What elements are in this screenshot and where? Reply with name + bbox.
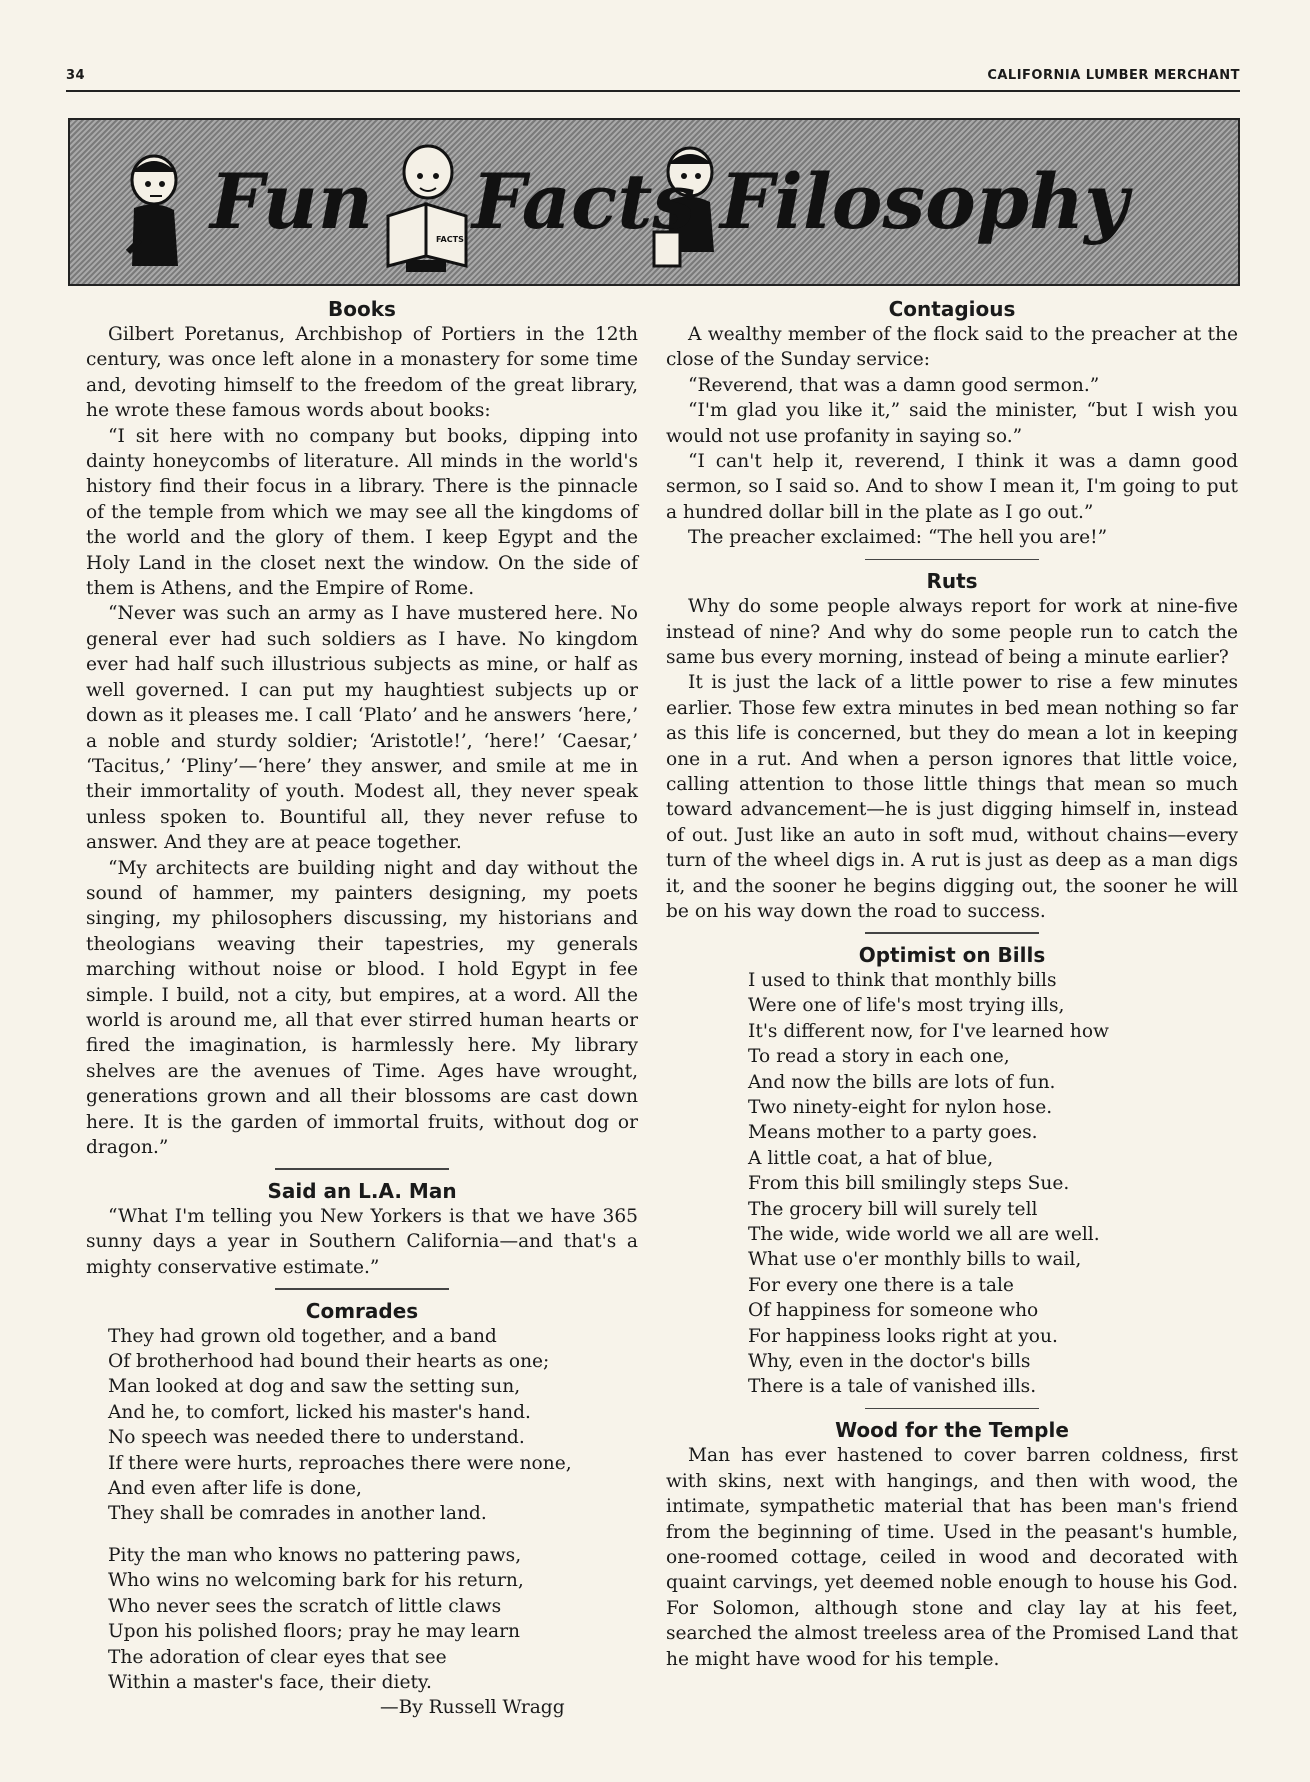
poem-line: Of happiness for someone who xyxy=(748,1300,1039,1322)
page-header xyxy=(66,66,1240,88)
poem-line: There is a tale of vanished ills. xyxy=(748,1376,1037,1398)
wood-title: Wood for the Temple xyxy=(835,1418,1069,1443)
thinking-man-icon xyxy=(128,156,178,266)
poem-line: For every one there is a tale xyxy=(748,1274,1014,1296)
page-number: 34 xyxy=(66,68,86,83)
poem-line: Of brotherhood had bound their hearts as one; xyxy=(108,1351,550,1373)
contagious-title: Contagious xyxy=(888,297,1016,321)
poem-line: The grocery bill will surely tell xyxy=(748,1198,1038,1220)
optimist-poem xyxy=(666,968,1238,1400)
poem-line: Pity the man who knows no pattering paws, xyxy=(108,1544,522,1566)
wood-paragraph: Man has ever hastened to cover barren coldness, first with skins, next with hangings, and then with wood, the intimate, sympathetic material that has been man's friend from the beginning of time. Used in the peasant's humble, one-roomed cottage, ceiled in wood and decorated with quaint carvings, yet deemed noble enough to house his God. For Solomon, although stone and clay lay at his feet, searched the almost treeless area of the Promised Land that he might have wood for his temple. xyxy=(666,1445,1238,1670)
poem-line: The adoration of clear eyes that see xyxy=(108,1646,447,1668)
section-divider xyxy=(275,1168,449,1170)
contagious-paragraph: A wealthy member of the flock said to the preacher at the close of the Sunday service: xyxy=(666,324,1238,371)
section-divider xyxy=(865,932,1039,934)
poem-line: And now the bills are lots of fun. xyxy=(748,1071,1056,1093)
poem-line: It's different now, for I've learned how xyxy=(748,1020,1109,1042)
poem-line: And he, to comfort, licked his master's hand. xyxy=(108,1401,531,1423)
poem-line: If there were hurts, reproaches there were none, xyxy=(108,1452,572,1474)
ruts-paragraph: It is just the lack of a little power to rise a few minutes earlier. Those few extra minutes in bed mean nothing so far as this life is concerned, but they do mean a lot in keeping one in a rut. And when a person ignores that little voice, calling attention to those little things that mean so much toward advancement—he is just digging himself in, instead of out. Just like an auto in soft mud, without chains—every turn of the wheel digs in. A rut is just as deep as a man digs it, and the sooner he begins digging out, the sooner he will be on his way down the road to success. xyxy=(666,672,1238,923)
contagious-paragraph: “I'm glad you like it,” said the minister, “but I wish you would not use profanity in saying so.” xyxy=(666,400,1238,447)
contagious-paragraph: “I can't help it, reverend, I think it was a damn good sermon, so I said so. And to show I mean it, I'm going to put a hundred dollar bill in the plate as I go out.” xyxy=(666,451,1238,523)
poem-byline: —By Russell Wragg xyxy=(380,1697,565,1719)
ruts-title: Ruts xyxy=(926,569,978,594)
poem-line: Why, even in the doctor's bills xyxy=(748,1351,1031,1373)
contagious-paragraph: “Reverend, that was a damn good sermon.” xyxy=(688,374,1100,396)
book-label: FACTS xyxy=(436,235,464,244)
optimist-title: Optimist on Bills xyxy=(858,942,1046,967)
section-divider xyxy=(865,1408,1039,1410)
comrades-title: Comrades xyxy=(305,1298,419,1323)
comrades-poem xyxy=(86,1324,638,1721)
books-paragraph: “My architects are building night and day without the sound of hammer, my painters designing, my poets singing, my philosophers discussing, my historians and theologians weaving their tapestries, my generals marching without noise or blood. I hold Egypt in fee simple. I build, not a city, but empires, at a word. All the world is around me, all that ever stirred human hearts or fired the imagination, is harmlessly here. My library shelves are the avenues of Time. Ages have wrought, generations grown and all their blossoms are cast down here. It is the garden of immortal fruits, without dog or dragon.” xyxy=(86,857,638,1158)
poem-line: They had grown old together, and a band xyxy=(108,1325,497,1347)
poem-line: Two ninety-eight for nylon hose. xyxy=(748,1096,1053,1118)
reading-man-icon xyxy=(388,146,466,272)
poem-line: What use o'er monthly bills to wail, xyxy=(748,1249,1082,1271)
poem-line: For happiness looks right at you. xyxy=(748,1325,1058,1347)
section-divider xyxy=(865,559,1039,561)
books-title: Books xyxy=(328,297,396,321)
poem-line: Means mother to a party goes. xyxy=(748,1122,1038,1144)
banner-word-fun: Fun xyxy=(210,157,374,246)
books-paragraph: Gilbert Poretanus, Archbishop of Portiers in the 12th century, was once left alone in a monastery for some time and, devoting himself to the freedom of the great library, he wrote these famous words about books: xyxy=(86,324,638,422)
poem-line: A little coat, a hat of blue, xyxy=(748,1147,994,1169)
poem-line: Upon his polished floors; pray he may learn xyxy=(108,1621,520,1643)
stanza-gap xyxy=(108,1527,638,1543)
poem-line: Man looked at dog and saw the setting sun, xyxy=(108,1376,521,1398)
header-rule xyxy=(66,90,1240,92)
banner-art xyxy=(70,120,1238,284)
banner-word-filosophy: Filosophy xyxy=(720,157,1129,246)
books-paragraph: “Never was such an army as I have mustered here. No general ever had such soldiers as I have. No kingdom ever had half such illustrious subjects as mine, or half as well governed. I can put my haughtiest subjects up or down as it pleases me. I call ‘Plato’ and he answers ‘here,’ a noble and sturdy soldier; ‘Aristotle!’, ‘here!’ ‘Caesar,’ ‘Tacitus,’ ‘Pliny’—‘here’ they answer, and smile at me in their immortality of youth. Modest all, they never speak unless spoken to. Bountiful all, they never refuse to answer. And they are at peace together. xyxy=(86,603,638,854)
poem-line: Who never sees the scratch of little claws xyxy=(108,1595,502,1617)
ruts-paragraph: Why do some people always report for work at nine-five instead of nine? And why do some people run to catch the same bus every morning, instead of being a minute earlier? xyxy=(666,596,1238,668)
poem-line: And even after life is done, xyxy=(108,1478,362,1500)
section-divider xyxy=(275,1288,449,1290)
la-man-paragraph: “What I'm telling you New Yorkers is that we have 365 sunny days a year in Southern California—and that's a mighty conservative estimate.” xyxy=(86,1205,638,1278)
poem-line: They shall be comrades in another land. xyxy=(108,1503,487,1525)
poem-line: To read a story in each one, xyxy=(748,1046,1010,1068)
poem-line: From this bill smilingly steps Sue. xyxy=(748,1173,1070,1195)
publication-name: CALIFORNIA LUMBER MERCHANT xyxy=(987,68,1240,83)
fun-facts-filosophy-banner xyxy=(68,118,1240,286)
poem-line: The wide, wide world we all are well. xyxy=(748,1224,1100,1245)
banner-word-facts: Facts xyxy=(472,157,696,246)
la-man-title: Said an L.A. Man xyxy=(267,1178,457,1203)
poem-line: Within a master's face, their diety. xyxy=(108,1671,432,1693)
left-column xyxy=(86,296,638,1721)
contagious-paragraph: The preacher exclaimed: “The hell you are!” xyxy=(688,527,1108,549)
poem-line: I used to think that monthly bills xyxy=(748,969,1057,991)
poem-line: Were one of life's most trying ills, xyxy=(748,995,1065,1017)
right-column xyxy=(666,296,1238,1672)
poem-line: No speech was needed there to understand. xyxy=(108,1427,525,1449)
books-paragraph: “I sit here with no company but books, dipping into dainty honeycombs of literature. All minds in the world's history find their focus in a library. There is the pinnacle of the temple from which we may see all the kingdoms of the world and the glory of them. I keep Egypt and the Holy Land in the closet next the window. On the side of them is Athens, and the Empire of Rome. xyxy=(86,425,638,600)
poem-line: Who wins no welcoming bark for his return, xyxy=(108,1570,524,1592)
